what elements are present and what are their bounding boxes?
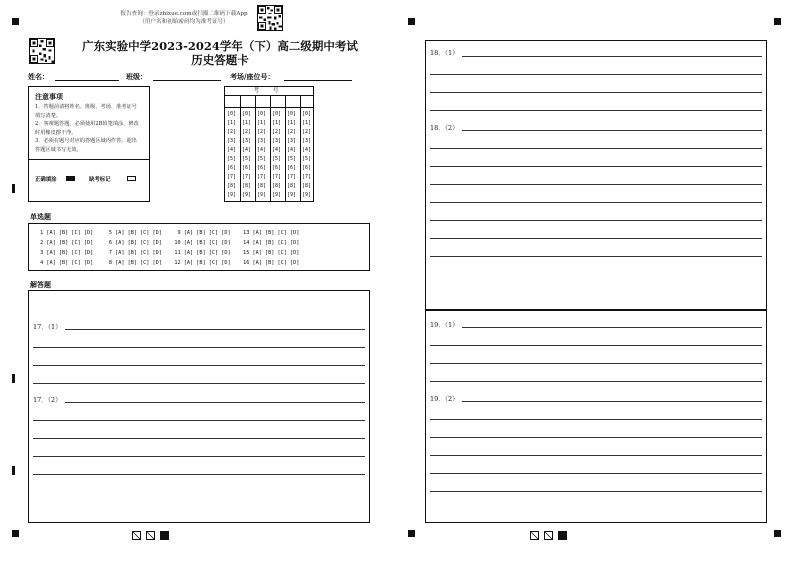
exam-digit-bubble[interactable]: [9] [242,192,252,198]
correct-fill-swatch [66,176,75,181]
instruction-item: 1．答题前请将姓名、班级、考场、准考证号填写清楚。 [35,104,137,119]
answer-line[interactable] [430,455,762,456]
exam-digit-bubble[interactable]: [9] [227,192,237,198]
exam-digit-bubble[interactable]: [6] [287,165,297,171]
absent-mark-box[interactable] [127,176,136,181]
essay-section-title: 解答题 [30,280,51,289]
exam-digit-bubble[interactable]: [3] [302,138,312,144]
exam-digit-bubble[interactable]: [5] [257,156,267,162]
exam-digit-bubble[interactable]: [9] [272,192,282,198]
instructions-title: 注意事项 [35,92,63,101]
exam-digit-bubble[interactable]: [0] [257,111,267,117]
exam-digit-bubble[interactable]: [1] [302,120,312,126]
exam-digit-bubble[interactable]: [6] [227,165,237,171]
exam-digit-bubble[interactable]: [6] [257,165,267,171]
answer-line[interactable] [33,438,365,439]
answer-line[interactable] [430,363,762,364]
page-mark-slash-icon [530,531,539,540]
seat-label: 考场/座位号： [230,72,275,81]
exam-digit-bubble[interactable]: [3] [257,138,267,144]
page-mark-slash-icon [132,531,141,540]
answer-line[interactable] [430,148,762,149]
timing-mark [12,18,19,25]
exam-digit-bubble[interactable]: [0] [287,111,297,117]
answer-line[interactable] [430,166,762,167]
answer-line[interactable] [430,491,762,492]
grid-column-separator [270,96,271,202]
instruction-item: 3．必须在题号对应的答题区域内作答，超出答题区域书写无效。 [35,138,137,153]
mcq-row[interactable]: 1 [A] [B] [C] [D] 5 [A] [B] [C] [D] 9 [A] [B] [C] [D] 13 [A] [B] [C] [D] [37,230,300,236]
answer-line[interactable] [33,474,365,475]
exam-digit-bubble[interactable]: [8] [272,183,282,189]
exam-digit-bubble[interactable]: [3] [272,138,282,144]
answer-line[interactable] [430,345,762,346]
mcq-row[interactable]: 4 [A] [B] [C] [D] 8 [A] [B] [C] [D] 12 [A] [B] [C] [D] 16 [A] [B] [C] [D] [37,260,300,266]
seat-field[interactable] [284,80,352,81]
exam-digit-bubble[interactable]: [0] [227,111,237,117]
answer-line[interactable] [430,256,762,257]
answer-line[interactable] [33,456,365,457]
exam-digit-bubble[interactable]: [6] [302,165,312,171]
absent-mark-label: 缺考标记 [89,177,111,183]
exam-digit-bubble[interactable]: [7] [302,174,312,180]
page-mark-slash-icon [544,531,553,540]
answer-line[interactable] [430,473,762,474]
exam-digit-bubble[interactable]: [1] [287,120,297,126]
exam-digit-bubble[interactable]: [3] [287,138,297,144]
instructions-box [28,86,150,202]
exam-digit-bubble[interactable]: [4] [242,147,252,153]
name-field[interactable] [55,80,119,81]
mcq-box [28,223,370,271]
answer-line[interactable] [33,383,365,384]
name-label: 姓名： [28,72,49,81]
page-mark-filled-icon [558,531,567,540]
exam-digit-bubble[interactable]: [1] [227,120,237,126]
answer-line[interactable] [430,202,762,203]
exam-digit-bubble[interactable]: [4] [287,147,297,153]
exam-digit-bubble[interactable]: [2] [257,129,267,135]
exam-digit-bubble[interactable]: [0] [272,111,282,117]
exam-number-grid [224,86,314,202]
exam-digit-bubble[interactable]: [2] [227,129,237,135]
exam-digit-bubble[interactable]: [4] [227,147,237,153]
answer-line[interactable] [430,381,762,382]
exam-digit-bubble[interactable]: [5] [272,156,282,162]
report-note-line2: （用户名和初始密码均为准考证号） [139,19,229,25]
exam-digit-bubble[interactable]: [3] [227,138,237,144]
exam-digit-bubble[interactable]: [6] [272,165,282,171]
class-field[interactable] [153,80,221,81]
timing-mark [774,530,781,537]
exam-digit-bubble[interactable]: [2] [242,129,252,135]
exam-digit-bubble[interactable]: [7] [227,174,237,180]
answer-line[interactable] [462,401,762,402]
essay-box-q19 [425,310,767,523]
exam-digit-bubble[interactable]: [8] [257,183,267,189]
exam-digit-bubble[interactable]: [4] [272,147,282,153]
essay-box-q18 [425,40,767,310]
exam-digit-bubble[interactable]: [9] [302,192,312,198]
exam-digit-bubble[interactable]: [4] [302,147,312,153]
essay-box-left [28,290,370,523]
answer-line[interactable] [33,420,365,421]
exam-digit-bubble[interactable]: [2] [287,129,297,135]
mcq-row[interactable]: 2 [A] [B] [C] [D] 6 [A] [B] [C] [D] 10 [A] [B] [C] [D] 14 [A] [B] [C] [D] [37,240,300,246]
grid-column-separator [300,96,301,202]
timing-mark [12,466,15,475]
exam-digit-bubble[interactable]: [2] [272,129,282,135]
report-query-note [104,10,264,26]
exam-digit-bubble[interactable]: [1] [242,120,252,126]
exam-title: 广东实验中学2023-2024学年（下）高二级期中考试 [82,39,358,53]
mcq-section-title: 单选题 [30,212,51,221]
exam-digit-bubble[interactable]: [7] [287,174,297,180]
exam-digit-bubble[interactable]: [5] [302,156,312,162]
timing-mark [12,374,15,383]
exam-digit-bubble[interactable]: [3] [242,138,252,144]
exam-digit-bubble[interactable]: [2] [302,129,312,135]
answer-line[interactable] [33,365,365,366]
exam-digit-bubble[interactable]: [5] [242,156,252,162]
exam-digit-bubble[interactable]: [7] [272,174,282,180]
timing-mark [774,18,781,25]
answer-line[interactable] [65,329,365,330]
answer-line[interactable] [430,238,762,239]
exam-digit-bubble[interactable]: [5] [287,156,297,162]
answer-line[interactable] [33,347,365,348]
exam-digit-bubble[interactable]: [1] [257,120,267,126]
answer-line[interactable] [430,110,762,111]
exam-digit-bubble[interactable]: [6] [242,165,252,171]
exam-digit-bubble[interactable]: [0] [242,111,252,117]
timing-mark [12,530,19,537]
mcq-row[interactable]: 3 [A] [B] [C] [D] 7 [A] [B] [C] [D] 11 [A] [B] [C] [D] 15 [A] [B] [C] [D] [37,250,300,256]
answer-line[interactable] [430,419,762,420]
exam-digit-bubble[interactable]: [0] [302,111,312,117]
grid-column-separator [285,96,286,202]
exam-digit-bubble[interactable]: [9] [287,192,297,198]
correct-fill-label: 正确填涂 [35,177,57,183]
question-19-2-label: 19．（2） [430,395,459,403]
class-label: 班级： [126,72,147,81]
answer-line[interactable] [430,74,762,75]
timing-mark [408,18,415,25]
exam-digit-bubble[interactable]: [5] [227,156,237,162]
exam-digit-bubble[interactable]: [7] [257,174,267,180]
instructions-divider [29,159,149,160]
page-mark-slash-icon [146,531,155,540]
question-17-1-label: 17．（1） [33,323,62,331]
exam-digit-bubble[interactable]: [7] [242,174,252,180]
timing-mark [408,530,415,537]
grid-column-separator [255,96,256,202]
report-note-line1: 报告查询：登录zhixue.com或扫描二维码下载App [120,11,248,17]
question-18-2-label: 18．（2） [430,124,459,132]
exam-digit-bubble[interactable]: [8] [287,183,297,189]
exam-number-header: 考 号 [225,87,313,96]
answer-line[interactable] [462,327,762,328]
exam-digit-bubble[interactable]: [8] [227,183,237,189]
question-19-1-label: 19．（1） [430,321,459,329]
answer-line[interactable] [65,402,365,403]
instructions-text [35,103,139,155]
instruction-item: 2．客观题答题，必须使用2B铅笔填涂，修改时用橡皮擦干净。 [35,121,139,136]
answer-line[interactable] [462,130,762,131]
question-17-2-label: 17．（2） [33,396,62,404]
exam-digit-bubble[interactable]: [8] [242,183,252,189]
exam-digit-bubble[interactable]: [4] [257,147,267,153]
question-18-1-label: 18．（1） [430,49,459,57]
answer-line[interactable] [430,437,762,438]
exam-digit-bubble[interactable]: [8] [302,183,312,189]
exam-digit-bubble[interactable]: [1] [272,120,282,126]
qr-code-icon [257,5,283,31]
answer-card-title: 历史答题卡 [191,53,249,67]
answer-line[interactable] [462,56,762,57]
timing-mark [12,184,15,193]
answer-line[interactable] [430,220,762,221]
exam-digit-bubble[interactable]: [9] [257,192,267,198]
answer-line[interactable] [430,184,762,185]
grid-column-separator [240,96,241,202]
answer-line[interactable] [430,92,762,93]
page-mark-filled-icon [160,531,169,540]
